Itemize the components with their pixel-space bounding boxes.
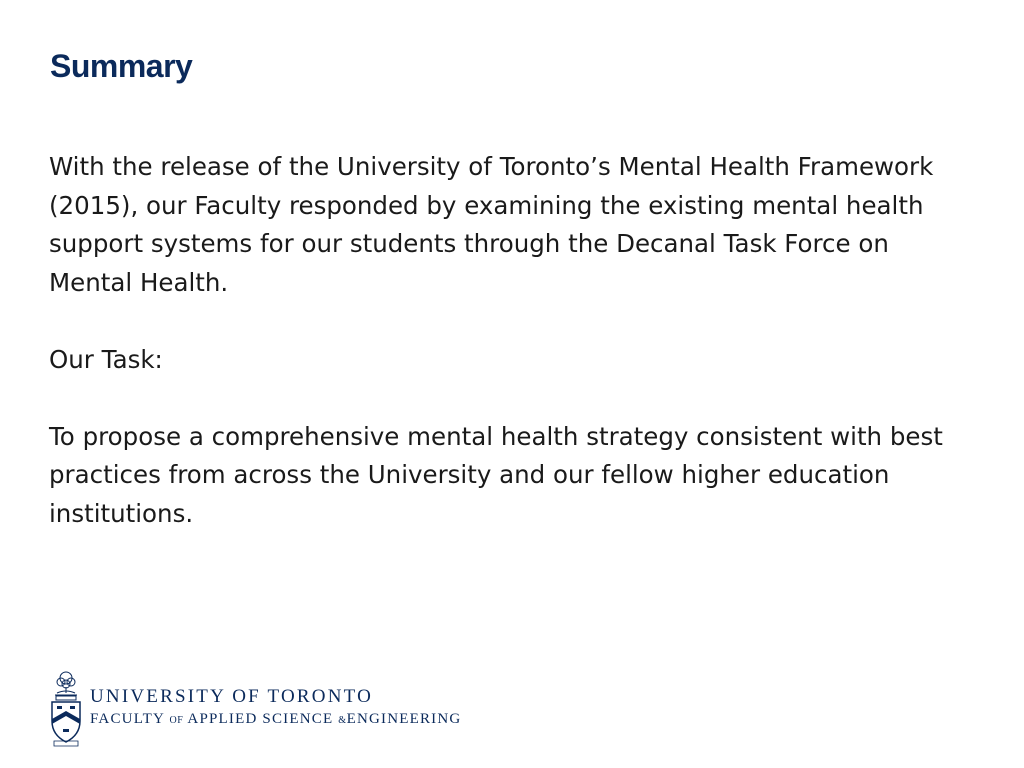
slide-body (49, 148, 979, 533)
faculty-engineering: ENGINEERING (346, 710, 462, 727)
faculty-applied-science: APPLIED SCIENCE (187, 710, 334, 727)
task-heading: Our Task: (49, 344, 163, 374)
university-logo (48, 668, 461, 748)
slide-title: Summary (50, 48, 193, 84)
coat-of-arms-icon (48, 669, 84, 747)
faculty-ampersand: & (338, 714, 347, 726)
logo-text (90, 686, 461, 731)
task-paragraph: To propose a comprehensive mental health strategy consistent with best practices from across the University and our fellow higher education institutions. (49, 421, 943, 528)
faculty-word: FACULTY (90, 710, 165, 727)
faculty-name (90, 709, 461, 731)
university-name: UNIVERSITY OF TORONTO (90, 685, 374, 707)
faculty-of: OF (169, 714, 184, 726)
intro-paragraph: With the release of the University of Toronto’s Mental Health Framework (2015), our Faculty responded by examining the existing mental health support systems for our students through the Decanal Task Force on Mental Health. (49, 152, 934, 297)
